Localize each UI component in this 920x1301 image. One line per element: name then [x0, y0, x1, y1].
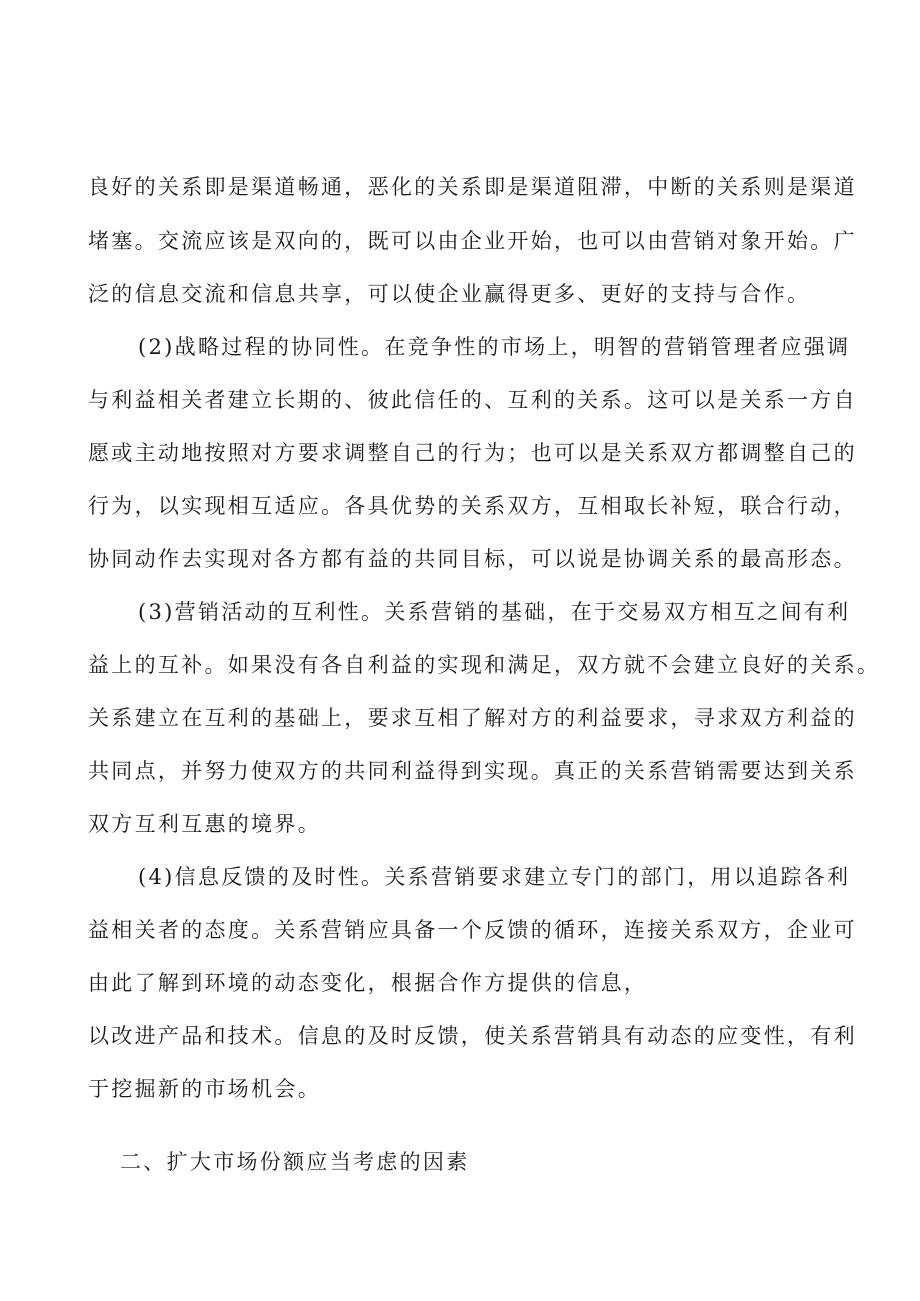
paragraph-2-line: 行为，以实现相互适应。各具优势的关系双方，互相取长补短，联合行动， [88, 494, 857, 518]
paragraph-4-line: 益相关者的态度。关系营销应具备一个反馈的循环，连接关系双方，企业可 [88, 918, 857, 942]
paragraph-4-line: 由此了解到环境的动态变化，根据合作方提供的信息， [88, 971, 648, 995]
paragraph-intro-line: 泛的信息交流和信息共享，可以使企业赢得更多、更好的支持与合作。 [88, 282, 811, 306]
paragraph-2-line: (2)战略过程的协同性。在竞争性的市场上，明智的营销管理者应强调 [138, 335, 851, 359]
paragraph-3-line: 益上的互补。如果没有各自利益的实现和满足，双方就不会建立良好的关系。 [88, 653, 881, 677]
paragraph-3-line: 共同点，并努力使双方的共同利益得到实现。真正的关系营销需要达到关系 [88, 759, 857, 783]
paragraph-intro-line: 堵塞。交流应该是双向的，既可以由企业开始，也可以由营销对象开始。广 [88, 229, 857, 253]
paragraph-2-line: 愿或主动地按照对方要求调整自己的行为；也可以是关系双方都调整自己的 [88, 441, 857, 465]
paragraph-3-line: 双方互利互惠的境界。 [88, 812, 321, 836]
paragraph-2-line: 与利益相关者建立长期的、彼此信任的、互利的关系。这可以是关系一方自 [88, 388, 857, 412]
paragraph-2-line: 协同动作去实现对各方都有益的共同目标，可以说是协调关系的最高形态。 [88, 547, 857, 571]
paragraph-4-line: 以改进产品和技术。信息的及时反馈，使关系营销具有动态的应变性，有利 [88, 1024, 857, 1048]
section-heading: 二、扩大市场份额应当考虑的因素 [120, 1150, 470, 1174]
paragraph-4-line: (4)信息反馈的及时性。关系营销要求建立专门的部门，用以追踪各利 [138, 865, 851, 889]
paragraph-3-line: (3)营销活动的互利性。关系营销的基础，在于交易双方相互之间有利 [138, 600, 851, 624]
paragraph-3-line: 关系建立在互利的基础上，要求互相了解对方的利益要求，寻求双方利益的 [88, 706, 857, 730]
paragraph-intro-line: 良好的关系即是渠道畅通，恶化的关系即是渠道阻滞，中断的关系则是渠道 [88, 175, 857, 199]
paragraph-4-line: 于挖掘新的市场机会。 [88, 1077, 321, 1101]
